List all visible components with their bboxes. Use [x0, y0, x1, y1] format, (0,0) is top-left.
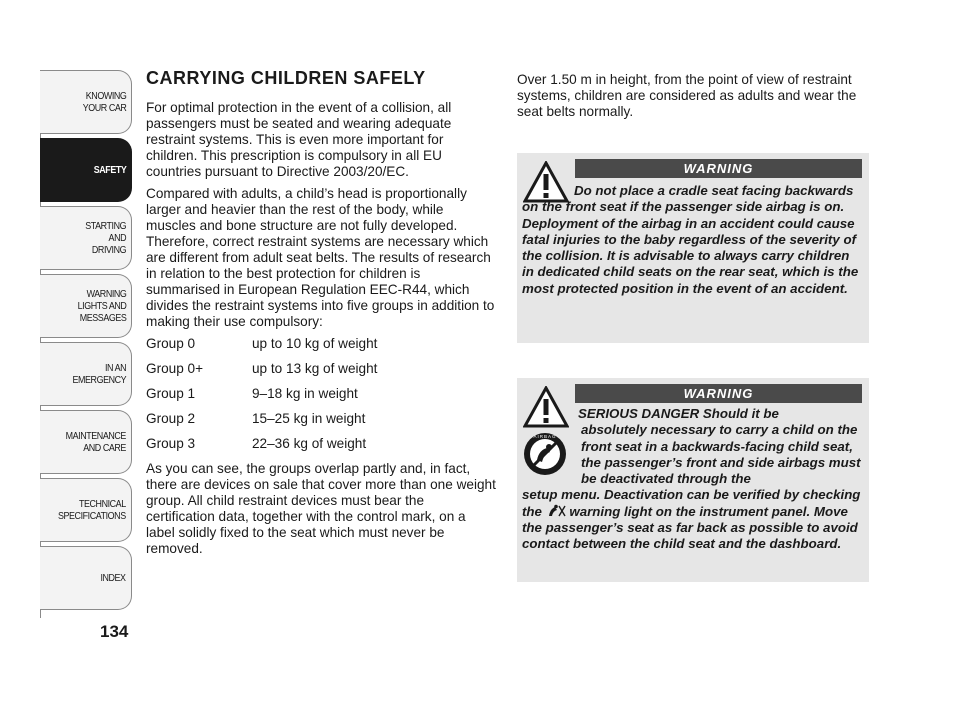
warning-text-after-icon: warning light on the instrument panel. Move the passenger’s seat as far back as possible to avoid contact between the child seat and the dashboard.	[522, 503, 858, 552]
page-title: CARRYING CHILDREN SAFELY	[146, 68, 426, 88]
airbag-icon-label: AIRBAG	[533, 434, 557, 439]
warning-header: WARNING	[575, 159, 862, 178]
page-number: 134	[100, 622, 129, 641]
tab-knowing-your-car[interactable]	[40, 70, 132, 134]
tab-label: MAINTENANCE AND CARE	[65, 430, 126, 454]
tab-warning-lights[interactable]	[40, 274, 132, 338]
group-desc: 15–25 kg in weight	[252, 411, 366, 426]
list-item	[146, 436, 496, 452]
group-name: Group 2	[146, 411, 196, 426]
tab-label: WARNING LIGHTS AND MESSAGES	[77, 288, 126, 324]
tab-maintenance[interactable]	[40, 410, 132, 474]
warning-text-line1: SERIOUS DANGER Should it be	[578, 406, 779, 421]
list-item	[146, 386, 496, 402]
certification-paragraph: As you can see, the groups overlap partly and, in fact, there are devices on sale that cover more than one weight group. All child restraint devices must bear the certification data, together with the control mark, on a label solidly fixed to the seat which must never be removed.	[146, 461, 496, 556]
warning-text-before-icon: setup menu. Deactivation can be verified by checking the	[522, 487, 861, 519]
group-desc: 22–36 kg of weight	[252, 436, 367, 451]
tab-label: TECHNICAL SPECIFICATIONS	[58, 498, 126, 522]
group-name: Group 0+	[146, 361, 204, 376]
tab-label: KNOWING YOUR CAR	[82, 90, 126, 114]
intro-paragraph: For optimal protection in the event of a collision, all passengers must be seated and wearing adequate restraint systems. This is even more important for children. This prescription is compulsory in all EU countries pursuant to Directive 2003/20/EC.	[146, 100, 452, 179]
right-column	[517, 72, 867, 120]
passenger-airbag-off-icon	[546, 504, 566, 518]
group-desc: up to 10 kg of weight	[252, 336, 378, 351]
group-name: Group 1	[146, 386, 196, 401]
tab-starting-and-driving[interactable]	[40, 206, 132, 270]
tab-safety[interactable]	[40, 138, 132, 202]
warning-text-indented: absolutely necessary to carry a child on the front seat in a backwards-facing child seat, the passenger’s front and side airbags must be deactivated through the	[581, 422, 861, 487]
tab-label: STARTING AND DRIVING	[85, 220, 126, 256]
warning-text: Do not place a cradle seat facing backwards on the front seat if the passenger side airbag is on. Deployment of the airbag in an accident could cause fatal injuries to the baby regardless of the severity of the collision. It is advisable to always carry children in dedicated child seats on the rear seat, which is the most protected position in the event of an accident.	[522, 183, 859, 296]
warning-text	[522, 406, 861, 553]
warning-box-serious-danger	[517, 378, 869, 582]
list-item	[146, 361, 496, 377]
list-item	[146, 411, 496, 427]
tab-index[interactable]	[40, 546, 132, 610]
left-column	[146, 70, 496, 563]
list-item	[146, 336, 496, 352]
tab-label: SAFETY	[93, 164, 126, 176]
tab-technical-specifications[interactable]	[40, 478, 132, 542]
group-name: Group 3	[146, 436, 196, 451]
weight-groups-list	[146, 336, 496, 452]
adult-height-paragraph: Over 1.50 m in height, from the point of view of restraint systems, children are considered as adults and wear the seat belts normally.	[517, 72, 857, 119]
warning-box-cradle-seat	[517, 153, 869, 343]
tab-in-an-emergency[interactable]	[40, 342, 132, 406]
chapter-tabs	[40, 70, 132, 614]
child-anatomy-paragraph: Compared with adults, a child’s head is proportionally larger and heavier than the rest of the body, while muscles and bone structure are not fully developed. Therefore, correct restraint systems are necessary which are different from adult seat belts. The results of research in relation to the best protection for children is summarised in European Regulation EEC-R44, which divides the restraint systems into five groups in addition to making their use compulsory:	[146, 186, 495, 329]
tab-label: INDEX	[100, 572, 126, 584]
group-desc: up to 13 kg of weight	[252, 361, 378, 376]
warning-header: WARNING	[575, 384, 862, 403]
group-name: Group 0	[146, 336, 196, 351]
tab-label: IN AN EMERGENCY	[72, 362, 126, 386]
group-desc: 9–18 kg in weight	[252, 386, 358, 401]
